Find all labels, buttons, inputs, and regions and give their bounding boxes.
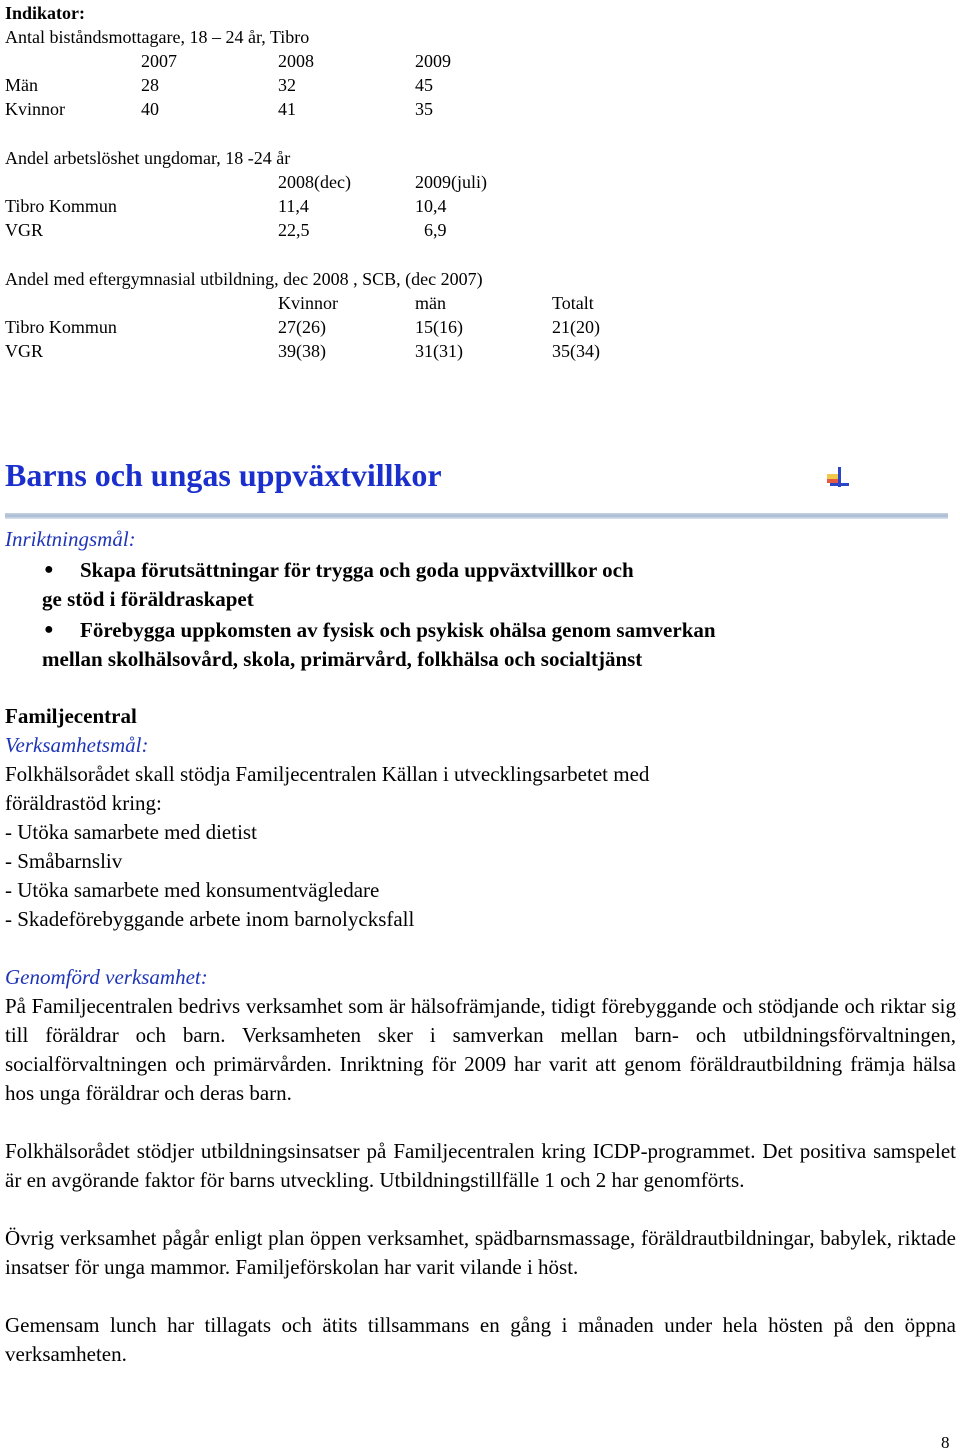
table-cell: 21(20): [552, 317, 600, 337]
table-cell: 11,4: [278, 196, 309, 216]
table-cell: 35(34): [552, 341, 600, 361]
column-header: 2009(juli): [415, 172, 487, 192]
list-item: - Småbarnsliv: [5, 849, 123, 873]
column-header: Totalt: [552, 293, 594, 313]
row-label: Män: [5, 75, 38, 95]
bullet-icon: ●: [44, 621, 54, 638]
table-cell: 32: [278, 75, 296, 95]
table-cell: 39(38): [278, 341, 326, 361]
table-cell: 27(26): [278, 317, 326, 337]
paragraph: Folkhälsorådet stödjer utbildningsinsatser på Familjecentralen kring ICDP-programmet. Det positiva samspelet är en avgörande faktor för barns utveckling. Utbildningstillfälle 1 och 2 har genomförts.: [5, 1139, 956, 1192]
intro-line1: Folkhälsorådet skall stödja Familjecentralen Källan i utvecklingsarbetet med: [5, 762, 650, 786]
table-cell: 41: [278, 99, 296, 119]
column-header: Kvinnor: [278, 293, 338, 313]
table-cell: 6,9: [424, 220, 447, 240]
row-label: Tibro Kommun: [5, 196, 117, 216]
table-title: Andel arbetslöshet ungdomar, 18 -24 år: [5, 148, 291, 168]
row-label: VGR: [5, 220, 44, 240]
bookmark-icon[interactable]: [826, 466, 850, 490]
column-header: män: [415, 293, 446, 313]
bullet-icon: ●: [44, 561, 54, 578]
table-title: Andel med eftergymnasial utbildning, dec 2008 , SCB, (dec 2007): [5, 269, 483, 289]
goal-2-line2: mellan skolhälsovård, skola, primärvård, folkhälsa och socialtjänst: [42, 647, 643, 671]
section-title: Barns och ungas uppväxtvillkor: [5, 457, 442, 493]
paragraph: På Familjecentralen bedrivs verksamhet som är hälsofrämjande, tidigt förebyggande och stödjande och riktar sig till föräldrar och barn. Verksamheten sker i samverkan mellan barn- och utbildningsförvaltningen, socialförvaltningen och primärvården. Inriktning för 2009 har varit att genom föräldrautbildning främja hälsa hos unga föräldrar och deras barn.: [5, 994, 956, 1105]
column-header: 2007: [141, 51, 177, 71]
table-cell: 40: [141, 99, 159, 119]
list-item: - Utöka samarbete med konsumentvägledare: [5, 878, 380, 902]
section-divider: [5, 513, 948, 519]
column-header: 2008: [278, 51, 314, 71]
row-label: Tibro Kommun: [5, 317, 117, 337]
goals-label: Inriktningsmål:: [5, 527, 136, 551]
row-label: VGR: [5, 341, 44, 361]
page-number: 8: [941, 1433, 950, 1452]
table-cell: 28: [141, 75, 159, 95]
list-item: - Utöka samarbete med dietist: [5, 820, 257, 844]
intro-line2: föräldrastöd kring:: [5, 791, 162, 815]
goal-2-line1: Förebygga uppkomsten av fysisk och psykisk ohälsa genom samverkan: [80, 618, 716, 642]
indicator-label: Indikator:: [5, 3, 86, 23]
table-cell: 22,5: [278, 220, 310, 240]
done-activities-label: Genomförd verksamhet:: [5, 965, 208, 989]
table-title: Antal biståndsmottagare, 18 – 24 år, Tibro: [5, 27, 310, 47]
table-cell: 15(16): [415, 317, 463, 337]
row-label: Kvinnor: [5, 99, 65, 119]
table-cell: 31(31): [415, 341, 463, 361]
goal-1-line2: ge stöd i föräldraskapet: [42, 587, 254, 611]
column-header: 2008(dec): [278, 172, 351, 192]
paragraph: Gemensam lunch har tillagats och ätits tillsammans en gång i månaden under hela hösten på den öppna verksamheten.: [5, 1313, 956, 1366]
family-center-heading: Familjecentral: [5, 704, 137, 728]
list-item: - Skadeförebyggande arbete inom barnolycksfall: [5, 907, 415, 931]
paragraph: Övrig verksamhet pågår enligt plan öppen verksamhet, spädbarnsmassage, föräldrautbildningar, babylek, riktade insatser för unga mammor. Familjeförskolan har varit vilande i höst.: [5, 1226, 956, 1279]
table-cell: 10,4: [415, 196, 447, 216]
table-cell: 35: [415, 99, 433, 119]
activity-goals-label: Verksamhetsmål:: [5, 733, 149, 757]
goal-1-line1: Skapa förutsättningar för trygga och goda uppväxtvillkor och: [80, 558, 634, 582]
column-header: 2009: [415, 51, 451, 71]
table-cell: 45: [415, 75, 433, 95]
